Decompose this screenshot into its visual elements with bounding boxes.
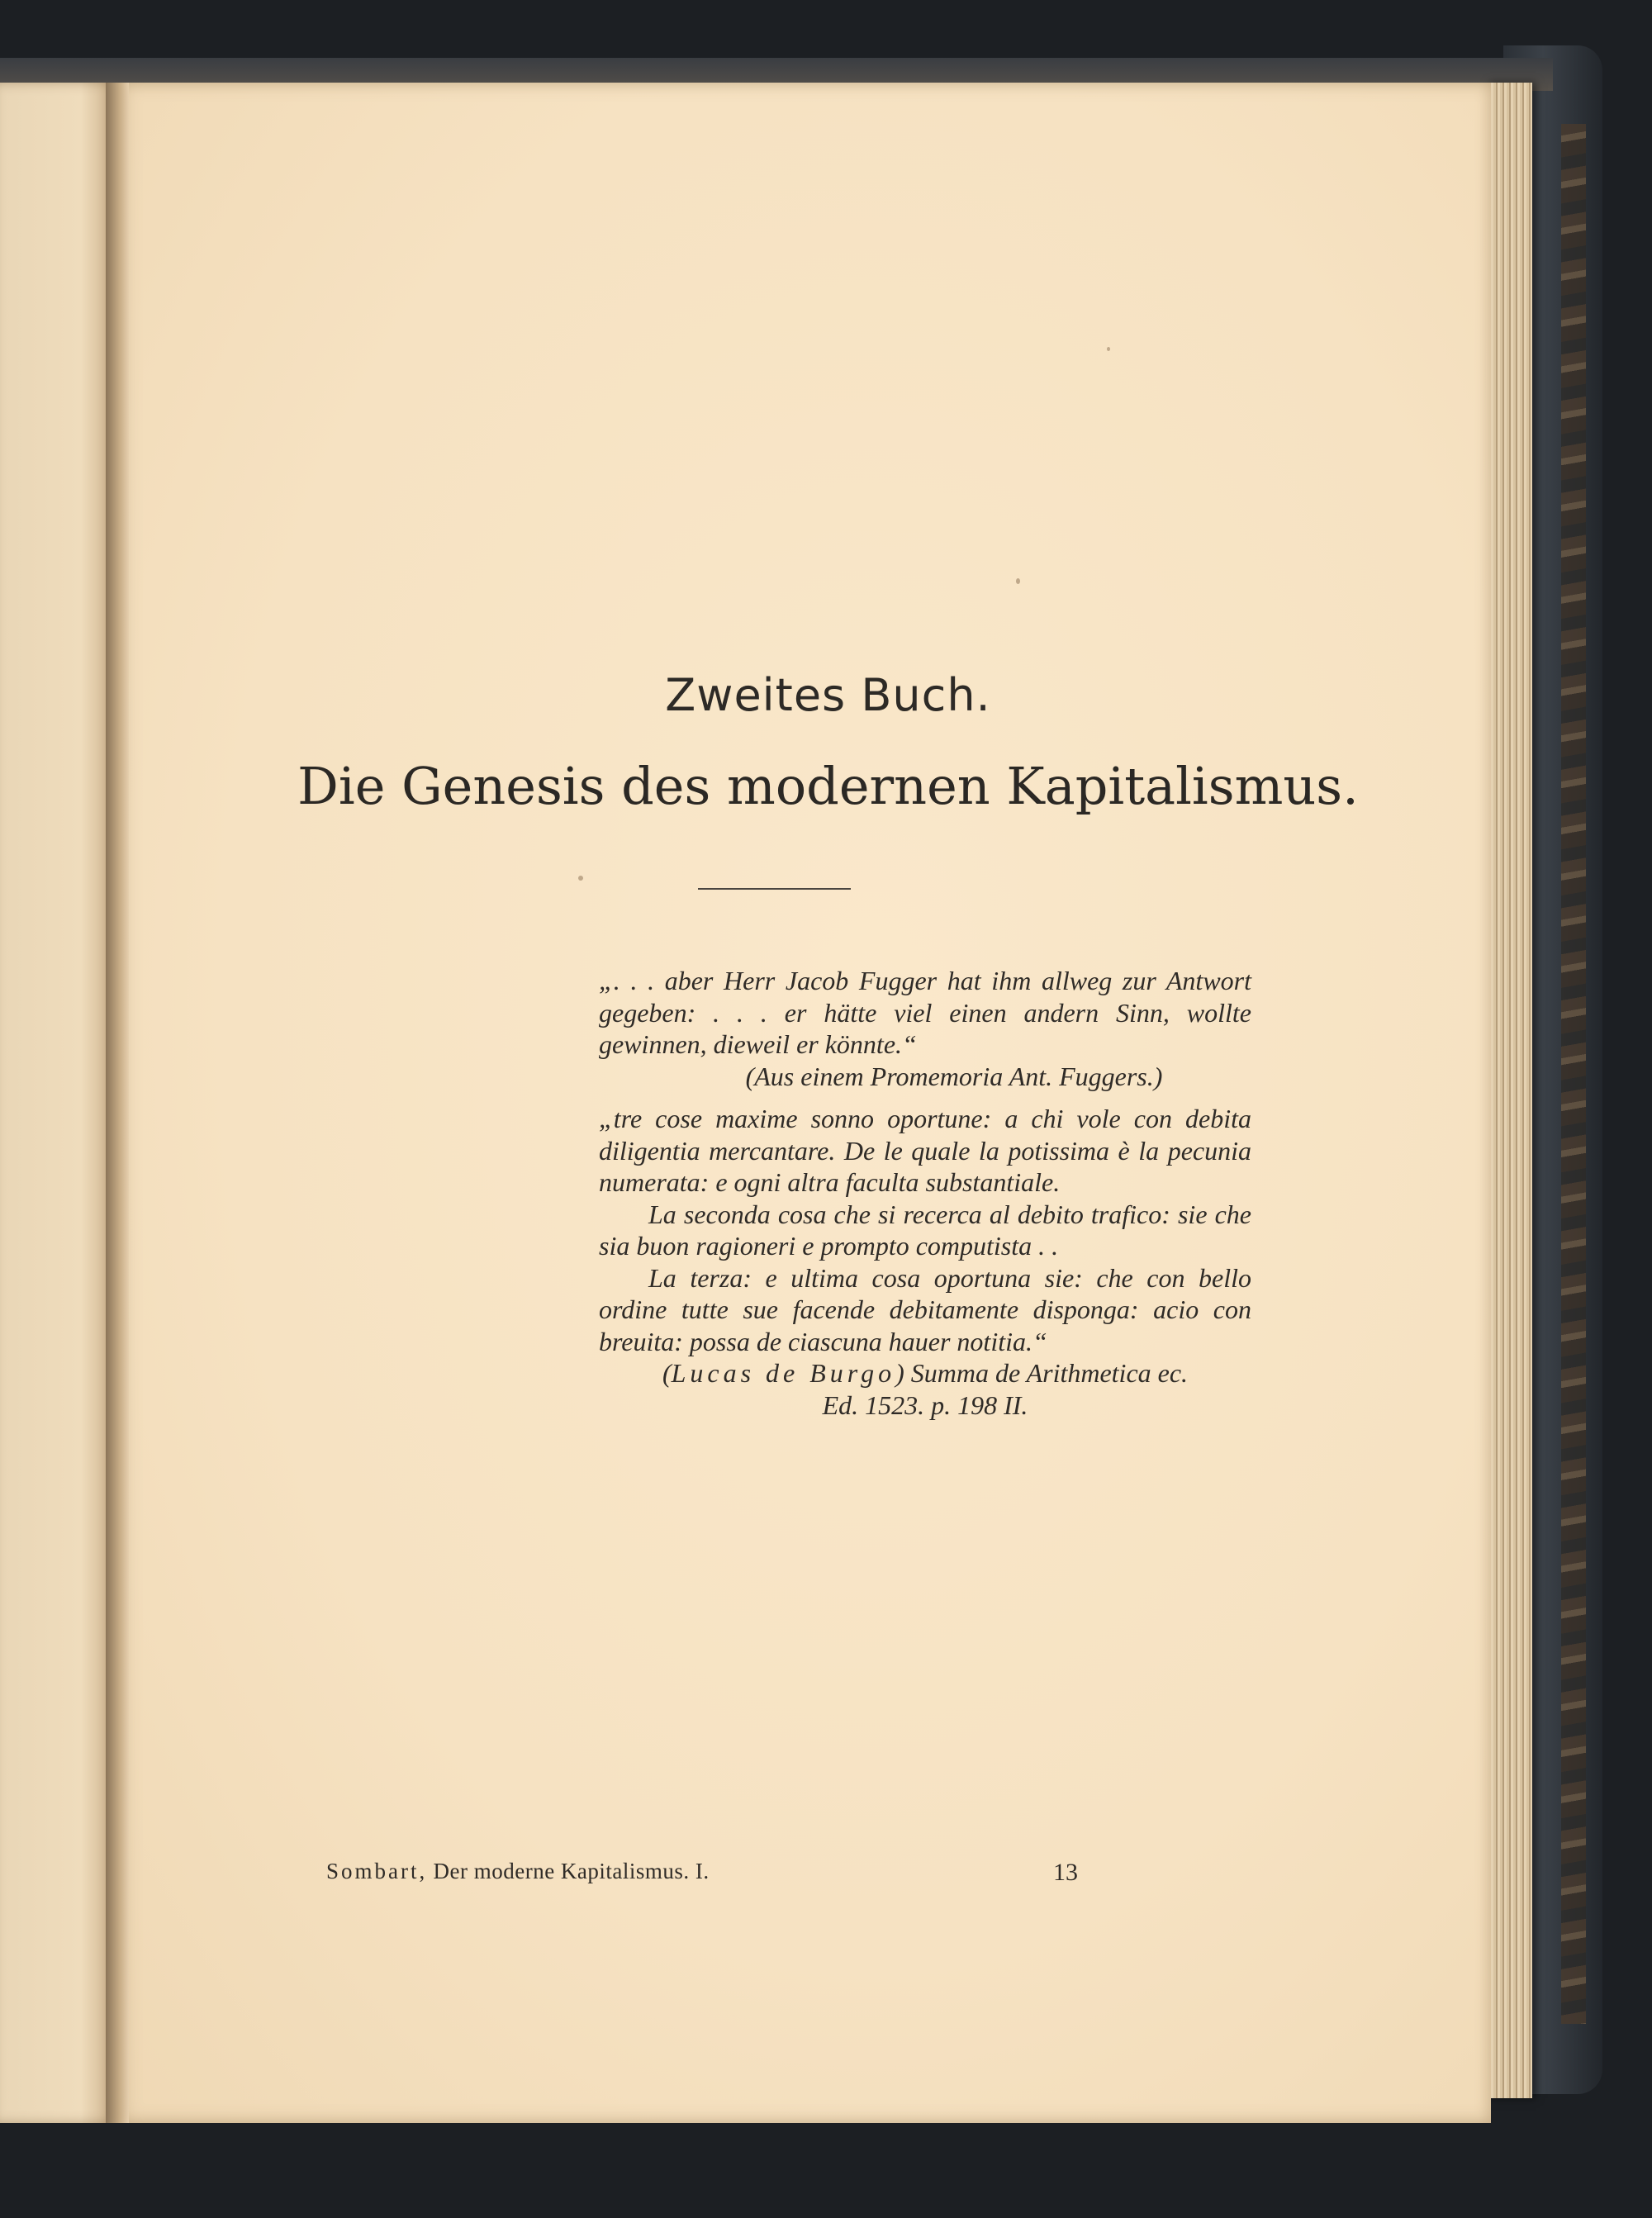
source-author: Lucas de Burgo [671,1358,896,1388]
paper-speck [1016,578,1020,584]
main-title: Die Genesis des modernen Kapitalismus. [297,756,1359,816]
gutter [106,83,129,2123]
page [116,83,1491,2123]
epigraph-pacioli-para-1: „tre cose maxime sonno oportune: a chi vole con debita diligentia mercantare. De le quale la potissima è la pecunia numerata: e ogni altra faculta substantiale. [599,1104,1251,1197]
epigraph-fugger [599,965,1251,1092]
epigraph-fugger-text: „. . . aber Herr Jacob Fugger hat ihm allweg zur Antwort gegeben: . . . er hätte viel einen andern Sinn, wollte gewinnen, dieweil er könnte.“ [599,966,1251,1059]
epigraph-fugger-source: (Aus einem Promemoria Ant. Fuggers.) [745,1061,1163,1091]
footer-author: Sombart, [326,1859,428,1883]
page-number: 13 [1053,1859,1078,1886]
epigraph-pacioli-para-3: La terza: e ultima cosa oportuna sie: che con bello ordine tutte sue facende debitamente disponga: acio con breuita: possa de ciascuna hauer notitia.“ [599,1262,1251,1356]
page-stack [1487,83,1532,2098]
epigraph-pacioli-para-2: La seconda cosa che si recerca al debito trafico: sie che sia buon ragioneri e prompto computista . . [599,1199,1251,1261]
footer-work: Der moderne Kapitalismus. I. [433,1859,710,1883]
epigraph-pacioli-source: (Lucas de Burgo) Summa de Arithmetica ec. [662,1358,1189,1388]
running-footer [326,1859,710,1884]
book-title: Zweites Buch. [665,669,991,721]
paper-speck [578,876,583,881]
epigraph-pacioli [599,1103,1251,1421]
epigraph-pacioli-edition: Ed. 1523. p. 198 II. [822,1389,1028,1420]
left-page [0,83,116,2123]
title-divider [698,888,851,890]
marbled-board [1561,124,1586,2024]
paper-speck [1107,347,1110,351]
source-work: Summa de Arithmetica ec. [910,1358,1189,1388]
